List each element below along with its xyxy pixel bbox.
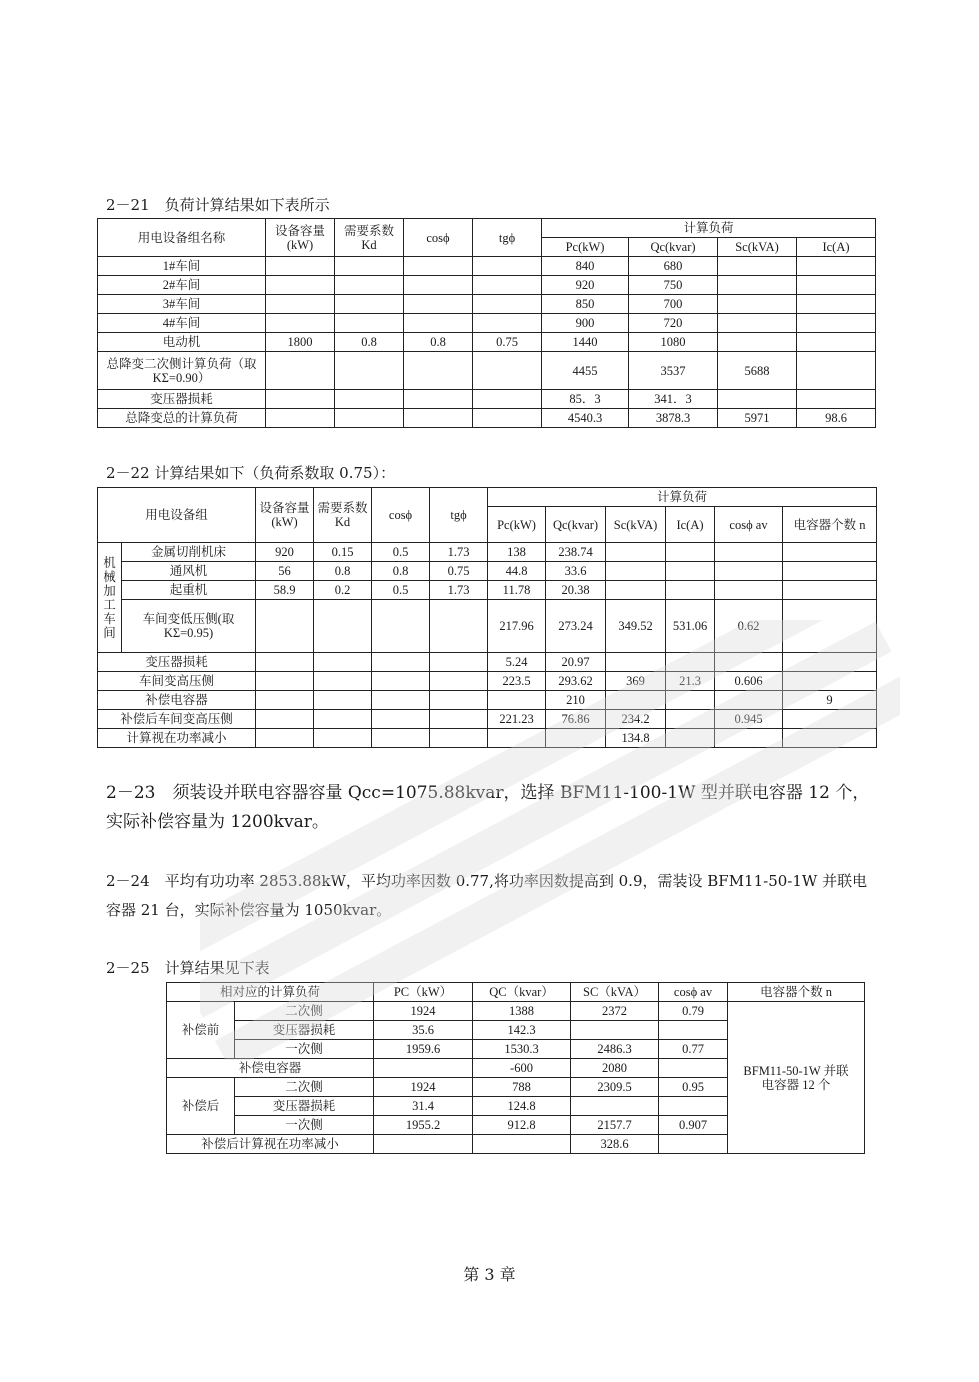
s21-h-calc: 计算负荷 [542, 219, 876, 238]
s21-table [97, 218, 876, 428]
s25-table [166, 982, 865, 1154]
table-row: 变压器损耗 5.24 20.97 [98, 653, 877, 672]
s21-h-cos: cosϕ [404, 219, 473, 257]
p24-text: 2－24 平均有功功率 2853.88kW，平均功率因数 0.77,将功率因数提高到 0.9，需装设 BFM11-50-1W 并联电容器 21 台，实际补偿容量为 1050kvar。 [106, 872, 868, 919]
table-row: 补偿后 二次侧 1924 788 2309.5 0.95 [167, 1078, 865, 1097]
s22-h-kd: 需要系数 Kd [314, 488, 372, 543]
s22-heading: 2－22 计算结果如下（负荷系数取 0.75）： [106, 464, 396, 482]
table-row: 2#车间 920 750 [98, 276, 876, 295]
table-row: 起重机 58.9 0.2 0.5 1.73 11.78 20.38 [98, 581, 877, 600]
s22-h-cosav: cosϕ av [715, 507, 783, 543]
s25-h-sc: SC（kVA） [571, 983, 659, 1002]
table-row: 车间变高压侧 223.5 293.62 369 21.3 0.606 [98, 672, 877, 691]
s21-h-pc: Pc(kW) [542, 238, 629, 257]
table-row: 一次侧 1959.6 1530.3 2486.3 0.77 [167, 1040, 865, 1059]
table-row: 补偿后计算视在功率减小 328.6 [167, 1135, 865, 1154]
s21-h-tg: tgϕ [473, 219, 542, 257]
table-row: 一次侧 1955.2 912.8 2157.7 0.907 [167, 1116, 865, 1135]
s25-h-pc: PC（kW） [374, 983, 473, 1002]
s22-h-sc: Sc(kVA) [606, 507, 666, 543]
table-row: 4#车间 900 720 [98, 314, 876, 333]
table-row: 变压器损耗 35.6 142.3 [167, 1021, 865, 1040]
table-row: 补偿电容器 -600 2080 [167, 1059, 865, 1078]
s21-h-qc: Qc(kvar) [629, 238, 718, 257]
s22-h-group: 用电设备组 [98, 488, 256, 543]
s25-before-label: 补偿前 [167, 1002, 235, 1059]
table-row: 总降变二次侧计算负荷（取KΣ=0.90） 4455 3537 5688 [98, 352, 876, 390]
s22-h-qc: Qc(kvar) [546, 507, 606, 543]
table-row: 1#车间 840 680 [98, 257, 876, 276]
s21-heading: 2－21 负荷计算结果如下表所示 [106, 196, 330, 214]
s21-h-sc: Sc(kVA) [718, 238, 797, 257]
table-row: 总降变总的计算负荷 4540.3 3878.3 5971 98.6 [98, 409, 876, 428]
s25-heading: 2－25 计算结果见下表 [106, 959, 270, 977]
s22-h-cap: 设备容量(kW) [256, 488, 314, 543]
s22-h-calc: 计算负荷 [488, 488, 877, 507]
s22-table [97, 487, 877, 748]
table-row: 补偿前 二次侧 1924 1388 2372 0.79 BFM11-50-1W 并联电容器 12 个 [167, 1002, 865, 1021]
s22-h-n: 电容器个数 n [783, 507, 877, 543]
s21-h-kd: 需要系数 Kd [335, 219, 404, 257]
s22-h-cos: cosϕ [372, 488, 430, 543]
table-row: 电动机 1800 0.8 0.8 0.75 1440 1080 [98, 333, 876, 352]
s25-h-load: 相对应的计算负荷 [167, 983, 374, 1002]
s25-h-cos: cosϕ av [659, 983, 728, 1002]
table-row: 补偿电容器 210 9 [98, 691, 877, 710]
s25-n-value: BFM11-50-1W 并联电容器 12 个 [728, 1002, 865, 1154]
table-row: 变压器损耗 31.4 124.8 [167, 1097, 865, 1116]
table-row: 变压器损耗 85．3 341．3 [98, 390, 876, 409]
s25-after-label: 补偿后 [167, 1078, 235, 1135]
p23-text: 2－23 须装设并联电容器容量 Qcc=1075.88kvar，选择 BFM11-100-1W 型并联电容器 12 个，实际补偿容量为 1200kvar。 [106, 783, 870, 832]
s25-h-qc: QC（kvar） [473, 983, 571, 1002]
s21-h-cap: 设备容量(kW) [266, 219, 335, 257]
table-row: 3#车间 850 700 [98, 295, 876, 314]
s21-h-name: 用电设备组名称 [98, 219, 266, 257]
table-row: 机械加工车间 金属切削机床 920 0.15 0.5 1.73 138 238.74 [98, 543, 877, 562]
page-footer: 第 3 章 [463, 1265, 516, 1284]
s22-h-ic: Ic(A) [666, 507, 715, 543]
s22-h-tg: tgϕ [430, 488, 488, 543]
s25-h-n: 电容器个数 n [728, 983, 865, 1002]
table-row: 车间变低压侧(取KΣ=0.95) 217.96 273.24 349.52 531.06 0.62 [98, 600, 877, 653]
s22-side-label: 机械加工车间 [98, 543, 122, 653]
s22-h-pc: Pc(kW) [488, 507, 546, 543]
table-row: 补偿后车间变高压侧 221.23 76.86 234.2 0.945 [98, 710, 877, 729]
table-row: 通风机 56 0.8 0.8 0.75 44.8 33.6 [98, 562, 877, 581]
s21-h-ic: Ic(A) [797, 238, 876, 257]
table-row: 计算视在功率减小 134.8 [98, 729, 877, 748]
